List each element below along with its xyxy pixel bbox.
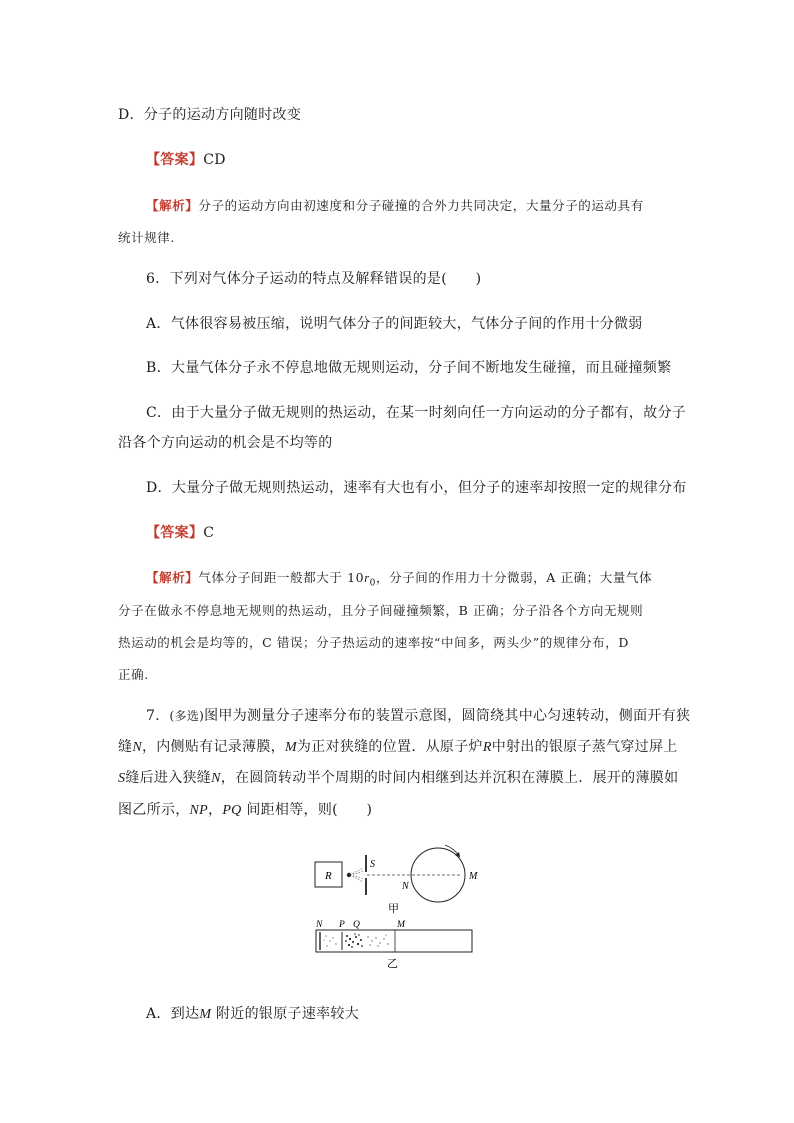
var-n: N [132, 740, 142, 755]
q6-analysis-text-1a: 气体分子间距一般都大于 10 [198, 570, 365, 585]
var-np: NP [189, 803, 208, 818]
q6-stem-text: 6．下列对气体分子运动的特点及解释错误的是( ) [146, 271, 482, 287]
deposit-sparse [324, 935, 337, 946]
q7-text-3b: ，在圆筒转动半个周期的时间内相继到达并沉积在薄膜上．展开的薄膜如 [220, 770, 679, 786]
var-m: M [199, 1007, 212, 1022]
q6-analysis-text-3: 热运动的机会是均等的，C 错误；分子热运动的速率按“中间多，两头少”的规律分布，D [118, 635, 629, 650]
deposit-dense [345, 933, 363, 948]
answer-tag: 【答案】 [146, 152, 204, 168]
caption-yi: 乙 [387, 958, 398, 970]
analysis-tag: 【解析】 [146, 198, 199, 213]
q7-text-4b: ， [208, 802, 223, 818]
r-symbol: r [364, 571, 370, 585]
label-n: N [402, 881, 409, 892]
q6-option-a-text: A．气体很容易被压缩，说明气体分子的间距较大，气体分子间的作用十分微弱 [146, 316, 643, 332]
q5-analysis-text-2: 统计规律. [118, 230, 175, 245]
label-r: R [325, 870, 332, 882]
film-strip [316, 930, 472, 952]
caption-jia: 甲 [388, 903, 399, 915]
q7-text-3a: 缝后进入狭缝 [125, 770, 212, 786]
q6-option-c-text-2: 沿各个方向运动的机会是不均等的 [118, 435, 333, 451]
var-pq: PQ [222, 803, 242, 818]
r-subscript: 0 [369, 578, 376, 589]
q5-analysis-text-1: 分子的运动方向由初速度和分子碰撞的合外力共同决定，大量分子的运动具有 [198, 198, 644, 213]
answer-value: C [203, 525, 215, 541]
q7-option-a-post: 附近的银原子速率较大 [211, 1006, 360, 1022]
q7-text-4a: 图乙所示， [118, 802, 190, 818]
var-m: M [284, 740, 297, 755]
q7-text-2b: ，内侧贴有记录薄膜， [141, 739, 285, 755]
q5-option-d-text: D．分子的运动方向随时改变 [118, 107, 302, 123]
strip-label-n: N [316, 920, 323, 930]
var-s: S [118, 771, 126, 786]
q7-text-4c: 间距相等，则( ) [241, 802, 373, 818]
strip-label-p: P [339, 920, 345, 930]
answer-value: CD [203, 152, 226, 168]
var-n: N [211, 771, 221, 786]
strip-label-q: Q [353, 920, 360, 930]
q6-analysis-text-2: 分子在做永不停息地无规则的热运动，且分子间碰撞频繁，B 正确；分子沿各个方向无规则 [118, 603, 644, 618]
q7-text-2a: 缝 [118, 739, 133, 755]
label-m: M [469, 871, 478, 882]
var-r: R [482, 740, 492, 755]
label-s: S [370, 859, 375, 870]
analysis-tag: 【解析】 [146, 570, 199, 585]
deposit-medium [367, 934, 388, 946]
vapor-rays [350, 868, 363, 882]
strip-label-m: M [397, 920, 405, 930]
q6-analysis-text-4: 正确. [118, 667, 149, 682]
q7-text-2d: 中射出的银原子蒸气穿过屏上 [491, 739, 678, 755]
q7-number: 7． [146, 708, 170, 724]
q7-option-a-pre: A．到达 [146, 1006, 200, 1022]
q6-option-d-text: D．大量分子做无规则热运动，速率有大也有小，但分子的速率却按照一定的规律分布 [146, 480, 687, 496]
q7-text-2c: 为正对狭缝的位置．从原子炉 [296, 739, 483, 755]
q6-option-b-text: B．大量气体分子永不停息地做无规则运动，分子间不断地发生碰撞，而且碰撞频繁 [146, 360, 672, 376]
q7-text-1: 图甲为测量分子速率分布的装置示意图，圆筒绕其中心匀速转动，侧面开有狭 [204, 708, 691, 724]
answer-tag: 【答案】 [146, 525, 204, 541]
q7-multi-select-tag: (多选) [169, 709, 205, 723]
q6-option-c-text-1: C．由于大量分子做无规则的热运动，在某一时刻向任一方向运动的分子都有，故分子 [146, 405, 687, 421]
q6-analysis-text-1b: ，分子间的作用力十分微弱，A 正确；大量气体 [375, 570, 653, 585]
q7-option-a [146, 1003, 359, 1023]
